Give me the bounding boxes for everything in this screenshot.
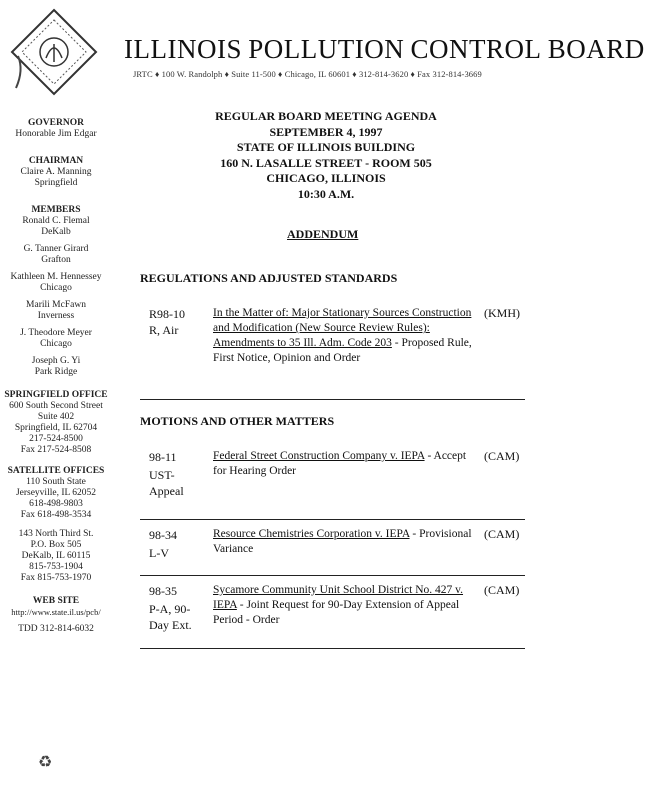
divider [140,575,525,576]
web-site-block [0,596,112,618]
satellite-line: Jerseyville, IL 62052 [15,488,97,498]
satellite-line: Fax 815-753-1970 [20,573,92,583]
docket-number: 98-34 [149,528,177,542]
docket-type: L-V [149,546,169,560]
springfield-line: Fax 217-524-8508 [20,445,92,455]
chairman-block [0,156,112,189]
members-heading: MEMBERS [31,205,81,215]
docket-number: 98-35 [149,584,177,598]
docket-type: UST- [149,468,175,482]
case-title: Resource Chemistries Corporation v. IEPA [213,528,410,540]
docket-type: Day Ext. [149,618,192,632]
hearing-officer-code: (CAM) [484,583,520,597]
case-action: - Provisional Variance [213,528,472,555]
governor-name: Honorable Jim Edgar [15,129,97,139]
docket-number: R98-10 [149,307,185,321]
member-line: Inverness [37,311,75,321]
board-title [124,34,645,65]
section-heading-motions: MOTIONS AND OTHER MATTERS [140,414,335,428]
title-word-2: POLLUTION [248,34,405,64]
hearing-officer-code: (CAM) [484,449,520,463]
springfield-line: Suite 402 [37,412,75,422]
satellite-line: 110 South State [26,477,86,487]
satellite-line: 618-498-9803 [29,499,83,509]
agenda-city: CHICAGO, ILLINOIS [266,171,386,185]
addendum-heading: ADDENDUM [287,227,359,241]
springfield-heading: SPRINGFIELD OFFICE [4,390,108,400]
docket-type: Appeal [149,484,184,498]
divider [140,648,525,649]
agenda-time: 10:30 A.M. [297,186,355,201]
docket-type: R, Air [149,323,179,337]
docket-type: P-A, 90- [149,602,191,616]
case-title: Sycamore Community Unit School District No. 427 v. IEPA [213,584,464,611]
web-site-url: http://www.state.il.us/pcb/ [11,607,101,617]
item-number [149,527,177,561]
agenda-header [196,109,456,202]
chairman-name: Claire A. Manning [20,167,92,177]
case-action: - Joint Request for 90-Day Extension of Appeal Period - Order [213,599,460,626]
satellite-line: 143 North Third St. [18,529,94,539]
member-line: G. Tanner Girard [23,244,89,254]
title-word-4: BOARD [547,34,645,64]
web-site-heading: WEB SITE [32,596,80,606]
member-line: Joseph G. Yi [31,356,81,366]
board-seal-logo [10,8,98,96]
case-title: Federal Street Construction Company v. IEPA [213,450,425,462]
docket-number: 98-11 [149,450,177,464]
board-address: JRTC ♦ 100 W. Randolph ♦ Suite 11-500 ♦ Chicago, IL 60601 ♦ 312-814-3620 ♦ Fax 312-814-3669 [133,69,482,79]
divider [140,519,525,520]
satellite-line: DeKalb, IL 60115 [21,551,91,561]
hearing-officer-code: (KMH) [484,306,520,320]
satellite-line: 815-753-1904 [29,562,83,572]
case-action: - Proposed Rule, First Notice, Opinion and Order [213,337,472,364]
member-line: Ronald C. Flemal [22,216,90,226]
member-line: Grafton [41,255,71,265]
item-number [149,449,184,499]
agenda-building: STATE OF ILLINOIS BUILDING [236,140,416,154]
title-word-1: ILLINOIS [124,34,242,64]
item-description [213,449,473,479]
agenda-title: REGULAR BOARD MEETING AGENDA [215,109,437,123]
item-description [213,527,473,557]
tdd-block [0,624,112,635]
member-line: Chicago [40,283,72,293]
springfield-line: 217-524-8500 [29,434,83,444]
satellite-line: P.O. Box 505 [30,540,82,550]
case-title: In the Matter of: Major Stationary Sources Construction and Modification (New Source Review Rules): Amendments to 35 Ill. Adm. Code 203 [213,307,472,349]
member-line: J. Theodore Meyer [20,328,92,338]
satellite-offices-block [0,466,112,584]
member-line: Kathleen M. Hennessey [10,272,102,282]
tdd-number: TDD 312-814-6032 [18,624,94,634]
agenda-street: 160 N. LASALLE STREET - ROOM 505 [220,155,432,170]
member-line: DeKalb [41,227,71,237]
satellite-line: Fax 618-498-3534 [20,510,92,520]
member-line: Marili McFawn [26,300,86,310]
member-line: Chicago [40,339,72,349]
item-description [213,306,473,366]
case-action: - Accept for Hearing Order [213,450,467,477]
springfield-line: Springfield, IL 62704 [14,423,98,433]
satellite-heading: SATELLITE OFFICES [7,466,105,476]
item-number [149,583,192,633]
springfield-line: 600 South Second Street [9,401,103,411]
sidebar [0,118,112,641]
member-line: Park Ridge [34,367,78,377]
title-word-3: CONTROL [410,34,542,64]
chairman-heading: CHAIRMAN [28,156,84,166]
item-description [213,583,473,628]
springfield-office-block [0,390,112,456]
divider [140,399,525,400]
chairman-city: Springfield [34,178,78,188]
section-heading-regulations: REGULATIONS AND ADJUSTED STANDARDS [140,271,398,285]
hearing-officer-code: (CAM) [484,527,520,541]
governor-block [0,118,112,140]
item-number [149,306,185,338]
agenda-date: SEPTEMBER 4, 1997 [269,124,383,139]
members-block [0,205,112,378]
governor-heading: GOVERNOR [28,118,84,128]
recycle-icon: ♻ [38,754,53,771]
